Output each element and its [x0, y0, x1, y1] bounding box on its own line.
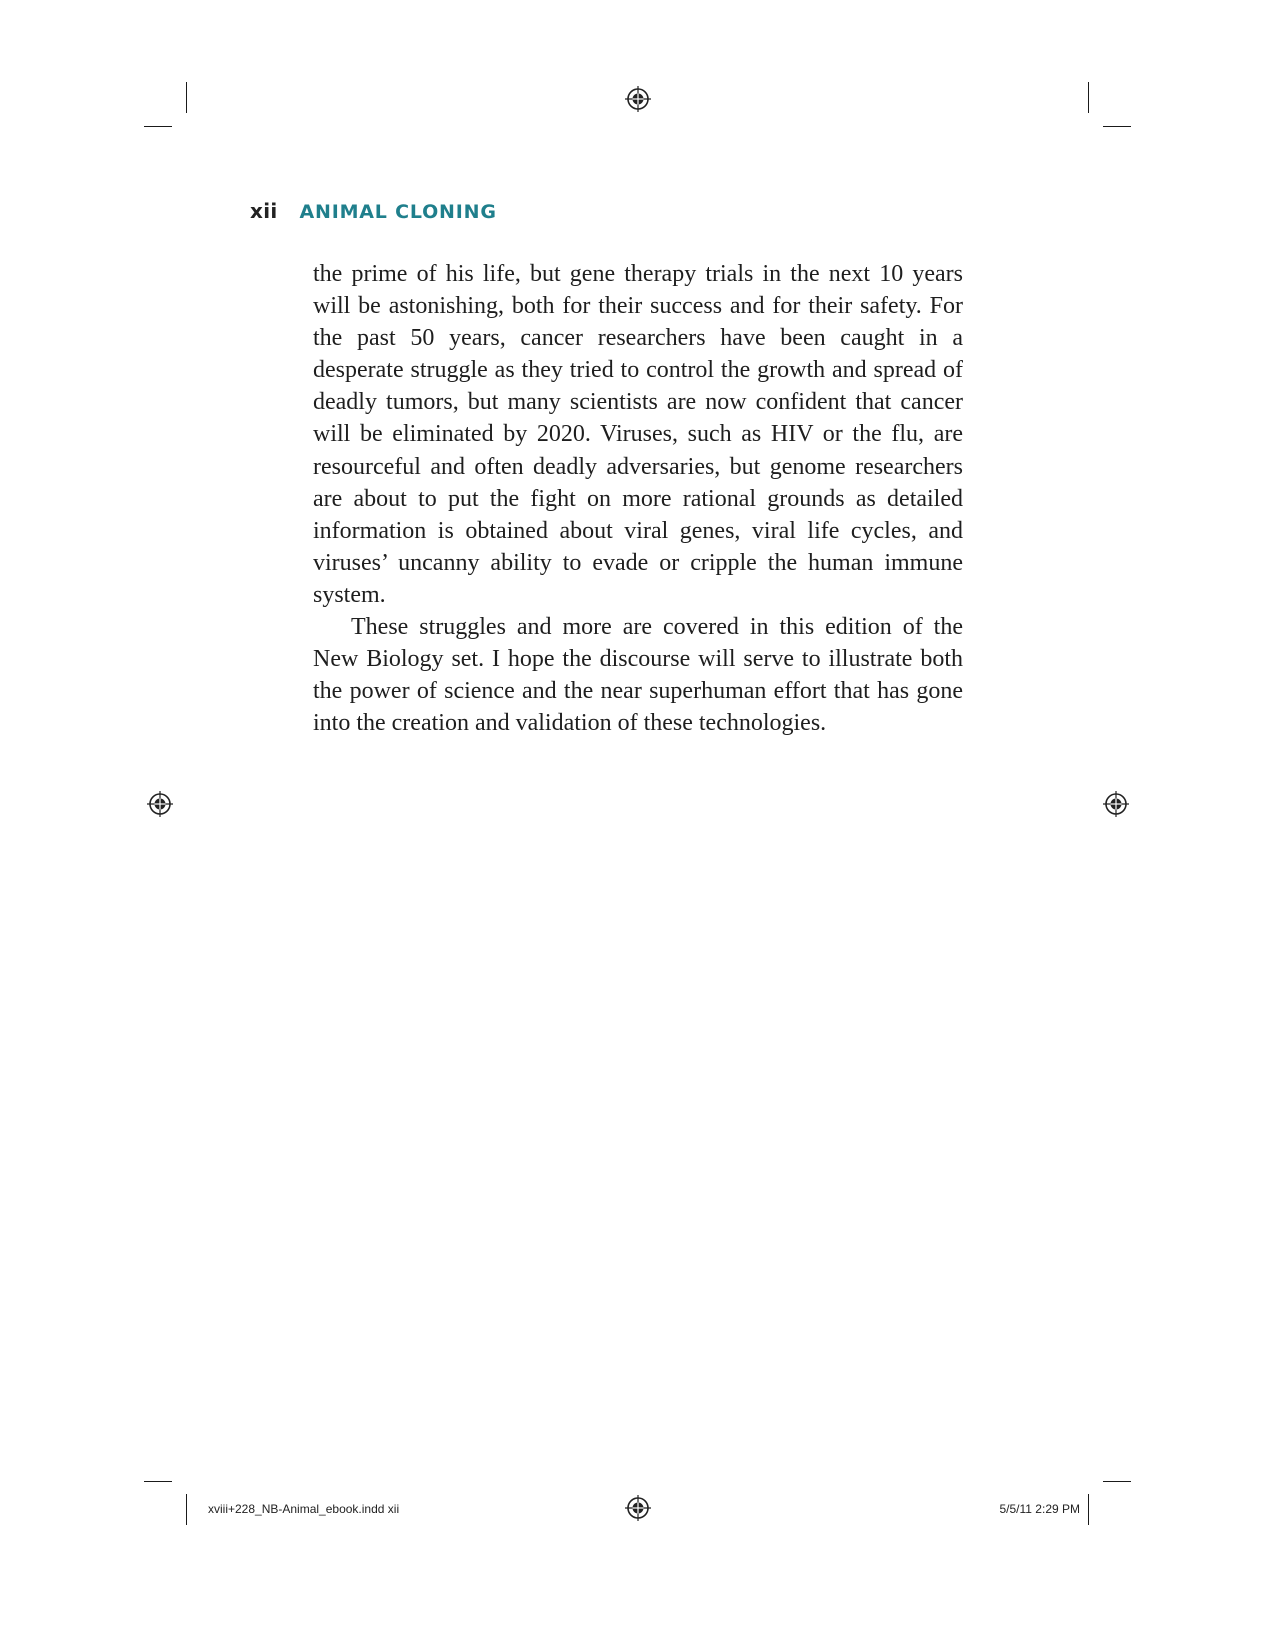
crop-mark-bottom-right-horizontal [1103, 1481, 1131, 1482]
page-number: xii [250, 199, 278, 223]
book-title: ANIMAL CLONING [299, 201, 497, 223]
crop-mark-top-right-vertical [1088, 82, 1089, 113]
crop-mark-top-right-horizontal [1103, 126, 1131, 127]
crop-mark-bottom-right-vertical [1088, 1494, 1089, 1525]
registration-mark-icon [625, 1495, 651, 1521]
crop-mark-top-left-horizontal [144, 126, 172, 127]
crop-mark-top-left-vertical [186, 82, 187, 113]
slug-file-name: xviii+228_NB-Animal_ebook.indd xii [208, 1502, 400, 1516]
registration-mark-icon [1103, 791, 1129, 817]
slug-date-time: 5/5/11 2:29 PM [999, 1502, 1080, 1516]
paragraph: These struggles and more are covered in this edition of the New Biology set. I hope the discourse will serve to illustrate both the power of science and the near superhuman effort that has gone into the creation and validation of these technologies. [313, 614, 963, 737]
crop-mark-bottom-left-vertical [186, 1494, 187, 1525]
registration-mark-icon [625, 86, 651, 112]
running-head [250, 199, 497, 225]
paragraph: the prime of his life, but gene therapy trials in the next 10 years will be astonishing, both for their success and for their safety. For the past 50 years, cancer researchers have been caught in a desperate struggle as they tried to control the growth and spread of deadly tumors, but many scientists are now confident that cancer will be eliminated by 2020. Viruses, such as HIV or the flu, are resourceful and often deadly adversaries, but genome researchers are about to put the fight on more rational grounds as detailed information is obtained about viral genes, viral life cycles, and viruses’ uncanny ability to evade or cripple the human immune system. [313, 261, 963, 608]
body-text [313, 258, 963, 739]
registration-mark-icon [147, 791, 173, 817]
crop-mark-bottom-left-horizontal [144, 1481, 172, 1482]
